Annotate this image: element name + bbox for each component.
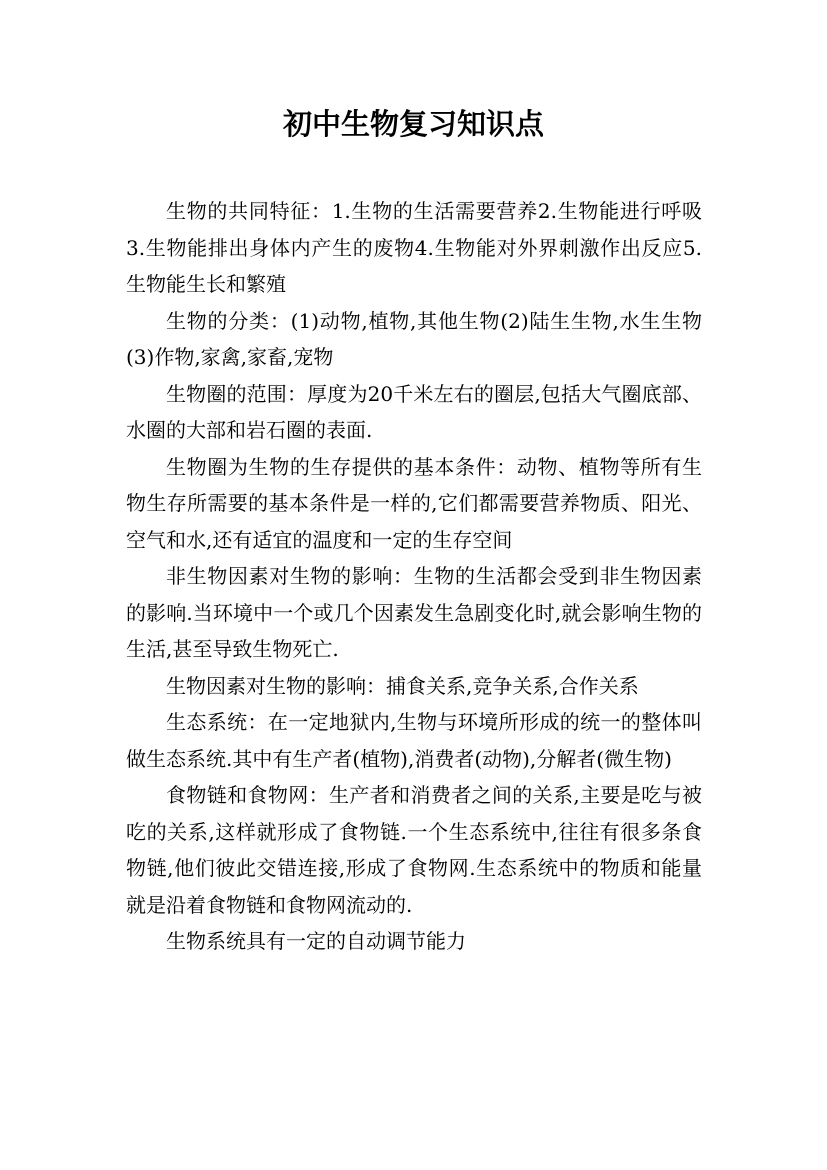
document-body [126, 193, 702, 960]
paragraph-ecosystem: 生态系统：在一定地狱内,生物与环境所形成的统一的整体叫做生态系统.其中有生产者(植物),消费者(动物),分解者(微生物) [126, 710, 702, 771]
paragraph-classification: 生物的分类：(1)动物,植物,其他生物(2)陆生生物,水生生物(3)作物,家禽,家畜,宠物 [126, 308, 702, 369]
document-title: 初中生物复习知识点 [282, 107, 544, 141]
paragraph-abiotic-factors: 非生物因素对生物的影响：生物的生活都会受到非生物因素的影响.当环境中一个或几个因素发生急剧变化时,就会影响生物的生活,甚至导致生物死亡. [126, 564, 702, 661]
paragraph-common-traits: 生物的共同特征：1.生物的生活需要营养2.生物能进行呼吸3.生物能排出身体内产生的废物4.生物能对外界刺激作出反应5.生物能生长和繁殖 [126, 199, 702, 296]
paragraph-biosphere-conditions: 生物圈为生物的生存提供的基本条件：动物、植物等所有生物生存所需要的基本条件是一样的,它们都需要营养物质、阳光、空气和水,还有适宜的温度和一定的生存空间 [126, 454, 702, 552]
paragraph-biotic-factors: 生物因素对生物的影响：捕食关系,竞争关系,合作关系 [166, 673, 639, 698]
paragraph-self-regulation: 生物系统具有一定的自动调节能力 [166, 929, 466, 953]
paragraph-biosphere-range: 生物圈的范围：厚度为20千米左右的圈层,包括大气圈底部、水圈的大部和岩石圈的表面. [126, 381, 702, 442]
paragraph-food-chain: 食物链和食物网：生产者和消费者之间的关系,主要是吃与被吃的关系,这样就形成了食物链.一个生态系统中,往往有很多条食物链,他们彼此交错连接,形成了食物网.生态系统中的物质和能量就是沿着食物链和食物网流动的. [126, 783, 702, 917]
